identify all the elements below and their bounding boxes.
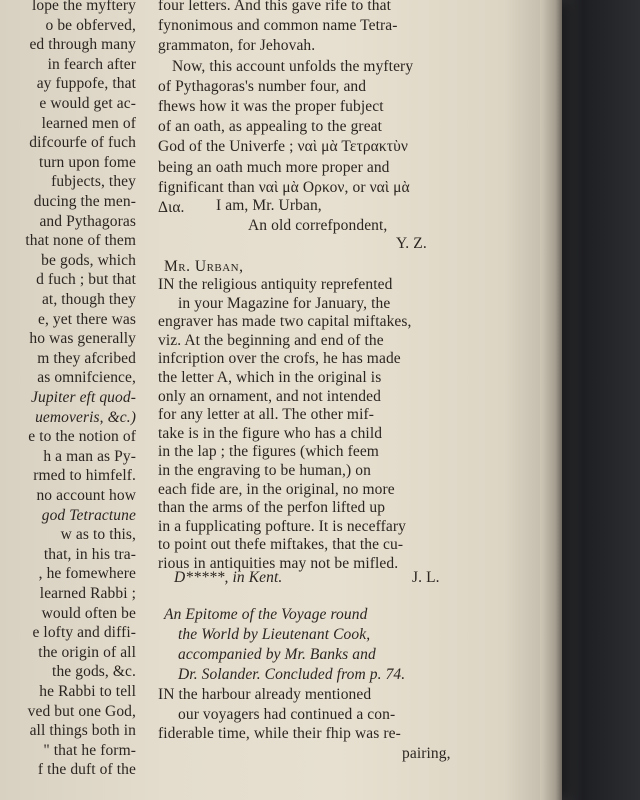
text-line: only an ornament, and not intended [158,387,381,405]
text-line: fubjects, they [51,173,136,191]
text-line: each fide are, in the original, no more [158,480,395,498]
text-line: w as to this, [60,526,136,544]
text-line: and Pythagoras [39,212,136,230]
text-line: to point out thefe miftakes, that the cu- [158,536,404,554]
text-line: fignificant than ναὶ μὰ Ορκον, or ναὶ μὰ [158,178,410,196]
text-line: " that he form- [43,741,136,759]
text-line: the letter A, which in the original is [158,369,382,386]
page-edge [540,0,562,800]
text-line: e to the notion of [28,428,136,446]
text-line: ved but one God, [27,702,136,720]
text-line: the World by Lieutenant Cook, [178,626,371,643]
text-line: infcription over the crofs, he has made [158,350,401,368]
signoff-line-2: An old correfpondent, [248,217,388,234]
text-line: God of the Univerfe ; ναὶ μὰ Τετρακτὺν [158,138,409,156]
text-line: e, yet there was [38,310,136,328]
text-line: pairing, [402,744,451,762]
signoff-initials: Y. Z. [396,235,427,252]
text-line: Jupiter eft quod- [30,389,136,406]
text-line: ay fuppofe, that [36,75,136,93]
text-line: in a fupplicating pofture. It is neceffary [158,517,406,535]
text-line: uemoveris, &c.) [35,408,136,426]
text-line: lope the myftery [31,0,136,14]
text-line: fynonimous and common name Tetra- [158,17,398,35]
text-line: that none of them [25,232,136,250]
text-line: e lofty and diffi- [32,624,136,642]
text-line: be gods, which [41,251,136,269]
text-line: ho was generally [29,330,136,348]
text-line: would often be [41,604,136,622]
text-line: all things both in [29,722,136,740]
letter-salutation: Mr. Urban, [164,258,244,275]
text-line: Now, this account unfolds the myftery [172,57,414,75]
text-line: Δια. [158,199,185,216]
text-line: no account how [36,487,136,504]
text-line: o be obferved, [45,16,136,34]
text-line: IN the harbour already mentioned [158,686,372,703]
text-line: than the arms of the perfon lifted up [158,499,386,517]
text-line: rmed to himfelf. [33,467,136,485]
text-line: e would get ac- [39,95,136,112]
text-line: turn upon fome [39,153,136,171]
text-line: of Pythagoras's number four, and [158,77,367,95]
text-line: in the engraving to be human,) on [158,462,371,479]
text-line: for any letter at all. The other mif- [158,406,375,424]
text-line: fhews how it was the proper fubject [158,98,384,115]
text-line: accompanied by Mr. Banks and [178,646,376,663]
text-line: Dr. Solander. Concluded from p. 74. [178,666,406,683]
text-line: ducing the men- [33,193,136,210]
text-line: he Rabbi to tell [39,683,136,700]
text-line: , he fomewhere [38,565,136,583]
text-line: in your Magazine for January, the [178,294,391,312]
text-line: god Tetractune [41,506,136,524]
text-line: at, though they [41,291,136,308]
text-line: in the lap ; the figures (which feem [158,443,379,461]
text-line: An Epitome of the Voyage round [164,606,368,623]
text-line: in fearch after [47,55,136,73]
text-line: f the duft of the [37,761,136,779]
text-line: learned Rabbi ; [39,585,136,602]
text-line: h a man as Py- [43,447,136,465]
letter-initials: J. L. [412,569,440,586]
text-line: as omnifcience, [37,369,136,387]
text-line: IN the religious antiquity reprefented [158,276,393,293]
text-line: the origin of all [38,643,136,661]
text-line: grammaton, for Jehovah. [158,37,316,55]
signoff-line-1: I am, Mr. Urban, [216,197,322,214]
text-line: take is in the figure who has a child [158,424,383,442]
text-line: of an oath, as appealing to the great [158,118,383,136]
text-line: the gods, &c. [52,663,136,681]
text-line: being an oath much more proper and [158,158,390,176]
text-line: ed through many [29,36,136,54]
text-line: engraver has made two capital miftakes, [158,313,412,331]
text-line: difcourfe of fuch [29,134,136,152]
text-line: fiderable time, while their fhip was re- [158,725,401,742]
text-line: our voyagers had continued a con- [178,705,396,723]
text-line: rious in antiquities may not be mifled. [158,555,399,572]
text-line: viz. At the beginning and end of the [158,331,384,349]
text-line: four letters. And this gave rife to that [158,0,391,14]
letter-place: D*****, in Kent. [174,569,283,586]
text-line: d fuch ; but that [36,271,136,289]
text-line: m they afcribed [37,349,136,367]
text-line: learned men of [41,114,136,132]
text-line: that, in his tra- [43,545,136,563]
